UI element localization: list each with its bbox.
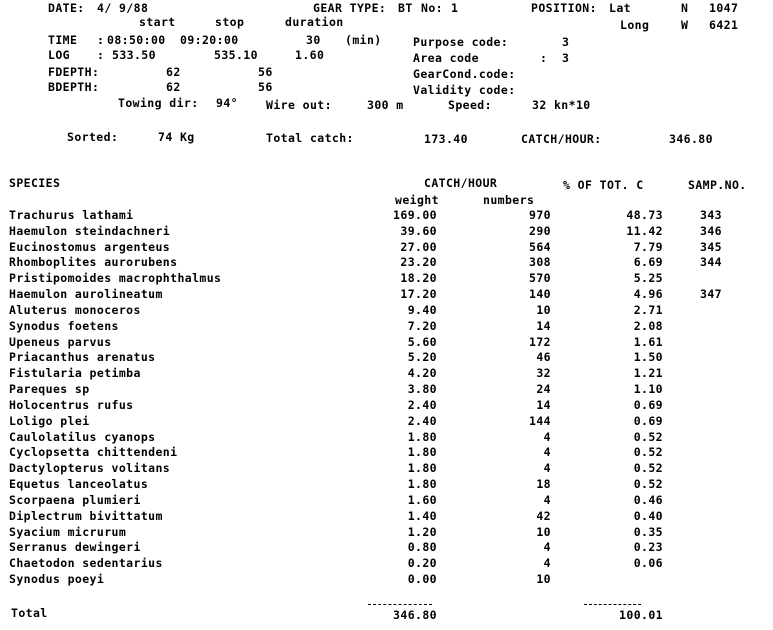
fdepth-start: 62 (166, 65, 181, 79)
total-catch-label: Total catch: (266, 131, 354, 145)
pct-value: 0.69 (633, 398, 663, 412)
weight-value: 1.40 (407, 509, 437, 523)
species-name: Serranus dewingeri (9, 540, 141, 554)
weight-value: 23.20 (400, 255, 437, 269)
weight-value: 2.40 (407, 414, 437, 428)
bdepth-start: 62 (166, 80, 181, 94)
area-code-value: 3 (562, 51, 570, 65)
pct-value: 48.73 (626, 208, 663, 222)
numbers-value: 4 (543, 556, 551, 570)
catch-per-hour-label: CATCH/HOUR: (521, 132, 602, 146)
sorted-value: 74 Kg (158, 130, 195, 144)
numbers-value: 140 (529, 287, 551, 301)
numbers-value: 4 (543, 493, 551, 507)
wire-out-value: 300 m (367, 98, 404, 112)
fdepth-stop: 56 (258, 65, 273, 79)
species-name: Haemulon steindachneri (9, 224, 171, 238)
weight-value: 39.60 (400, 224, 437, 238)
pct-value: 0.52 (633, 430, 663, 444)
col-duration-label: duration (285, 15, 344, 29)
log-label: LOG (48, 48, 70, 62)
pct-value: 0.52 (633, 477, 663, 491)
numbers-value: 570 (529, 271, 551, 285)
towing-dir-label: Towing dir: (118, 96, 199, 110)
weight-value: 0.20 (407, 556, 437, 570)
no-label: No: (421, 1, 443, 15)
numbers-value: 10 (536, 525, 551, 539)
numbers-value: 42 (536, 509, 551, 523)
samp-value: 346 (700, 224, 722, 238)
long-value: 6421 (709, 18, 739, 32)
catch-per-hour-value: 346.80 (669, 132, 713, 146)
species-name: Rhomboplites aurorubens (9, 255, 178, 269)
species-name: Chaetodon sedentarius (9, 556, 163, 570)
pct-value: 0.52 (633, 461, 663, 475)
weight-total-rule (368, 604, 432, 605)
species-name: Dactylopterus volitans (9, 461, 171, 475)
time-label: TIME (48, 33, 78, 47)
pct-value: 0.69 (633, 414, 663, 428)
time-unit: (min) (345, 33, 382, 47)
species-name: Synodus poeyi (9, 572, 105, 586)
species-name: Upeneus parvus (9, 335, 112, 349)
pct-value: 7.79 (633, 240, 663, 254)
sorted-label: Sorted: (67, 130, 119, 144)
long-label: Long (620, 18, 650, 32)
numbers-value: 10 (536, 303, 551, 317)
weight-value: 5.60 (407, 335, 437, 349)
pct-total-rule (584, 604, 641, 605)
purpose-code-label: Purpose code: (413, 35, 509, 49)
weight-column-header: weight (395, 193, 439, 207)
numbers-value: 18 (536, 477, 551, 491)
species-name: Scorpaena plumieri (9, 493, 141, 507)
validity-code-label: Validity code: (413, 83, 516, 97)
pct-of-total-column-header: % OF TOT. C (563, 178, 644, 192)
species-name: Synodus foetens (9, 319, 119, 333)
weight-value: 0.00 (407, 572, 437, 586)
wire-out-label: Wire out: (266, 98, 332, 112)
species-name: Pareques sp (9, 382, 90, 396)
pct-value: 5.25 (633, 271, 663, 285)
weight-value: 27.00 (400, 240, 437, 254)
numbers-value: 4 (543, 445, 551, 459)
bdepth-stop: 56 (258, 80, 273, 94)
log-duration: 1.60 (295, 48, 325, 62)
weight-value: 1.80 (407, 461, 437, 475)
numbers-value: 4 (543, 540, 551, 554)
speed-label: Speed: (448, 98, 492, 112)
numbers-value: 172 (529, 335, 551, 349)
species-name: Fistularia petimba (9, 366, 141, 380)
time-stop: 09:20:00 (180, 33, 239, 47)
sample-number-column-header: SAMP.NO. (688, 178, 747, 192)
catch-per-hour-column-header: CATCH/HOUR (424, 176, 498, 190)
numbers-value: 32 (536, 366, 551, 380)
no-value: 1 (451, 1, 459, 15)
pct-value: 2.08 (633, 319, 663, 333)
speed-value: 32 kn*10 (532, 98, 591, 112)
species-column-header: SPECIES (9, 176, 61, 190)
gear-type-value: BT (398, 1, 413, 15)
bdepth-label: BDEPTH: (48, 80, 100, 94)
col-stop-label: stop (215, 15, 245, 29)
weight-value: 18.20 (400, 271, 437, 285)
weight-value: 1.80 (407, 430, 437, 444)
species-name: Caulolatilus cyanops (9, 430, 156, 444)
pct-value: 4.96 (633, 287, 663, 301)
species-name: Priacanthus arenatus (9, 350, 156, 364)
pct-value: 2.71 (633, 303, 663, 317)
pct-value: 11.42 (626, 224, 663, 238)
weight-value: 7.20 (407, 319, 437, 333)
lat-dir: N (681, 1, 689, 15)
area-code-label: Area code (413, 51, 479, 65)
weight-value: 1.60 (407, 493, 437, 507)
species-name: Eucinostomus argenteus (9, 240, 171, 254)
pct-value: 6.69 (633, 255, 663, 269)
pct-value: 0.35 (633, 525, 663, 539)
pct-value: 1.21 (633, 366, 663, 380)
species-name: Trachurus lathami (9, 208, 134, 222)
samp-value: 343 (700, 208, 722, 222)
time-duration: 30 (306, 33, 321, 47)
species-name: Aluterus monoceros (9, 303, 141, 317)
species-name: Equetus lanceolatus (9, 477, 149, 491)
samp-value: 345 (700, 240, 722, 254)
samp-value: 344 (700, 255, 722, 269)
total-pct: 100.01 (619, 608, 663, 622)
gearcond-code-label: GearCond.code: (413, 67, 516, 81)
weight-value: 1.80 (407, 477, 437, 491)
numbers-value: 290 (529, 224, 551, 238)
weight-value: 3.80 (407, 382, 437, 396)
pct-value: 0.23 (633, 540, 663, 554)
pct-value: 1.10 (633, 382, 663, 396)
purpose-code-value: 3 (562, 35, 570, 49)
fdepth-label: FDEPTH: (48, 65, 100, 79)
numbers-value: 4 (543, 430, 551, 444)
position-label: POSITION: (531, 1, 597, 15)
species-name: Haemulon aurolineatum (9, 287, 163, 301)
total-weight: 346.80 (393, 608, 437, 622)
samp-value: 347 (700, 287, 722, 301)
numbers-column-header: numbers (483, 193, 535, 207)
col-start-label: start (139, 15, 176, 29)
long-dir: W (681, 18, 689, 32)
weight-value: 4.20 (407, 366, 437, 380)
weight-value: 0.80 (407, 540, 437, 554)
weight-value: 5.20 (407, 350, 437, 364)
pct-value: 1.61 (633, 335, 663, 349)
pct-value: 0.46 (633, 493, 663, 507)
weight-value: 2.40 (407, 398, 437, 412)
pct-value: 1.50 (633, 350, 663, 364)
numbers-value: 46 (536, 350, 551, 364)
gear-type-label: GEAR TYPE: (313, 1, 387, 15)
lat-value: 1047 (709, 1, 739, 15)
numbers-value: 10 (536, 572, 551, 586)
weight-value: 169.00 (393, 208, 437, 222)
time-start: 08:50:00 (107, 33, 166, 47)
lat-label: Lat (609, 1, 631, 15)
weight-value: 1.80 (407, 445, 437, 459)
weight-value: 17.20 (400, 287, 437, 301)
numbers-value: 970 (529, 208, 551, 222)
numbers-value: 14 (536, 319, 551, 333)
numbers-value: 24 (536, 382, 551, 396)
total-label: Total (11, 606, 48, 620)
total-catch-value: 173.40 (424, 132, 468, 146)
species-name: Syacium micrurum (9, 525, 127, 539)
numbers-value: 14 (536, 398, 551, 412)
numbers-value: 4 (543, 461, 551, 475)
numbers-value: 308 (529, 255, 551, 269)
species-name: Holocentrus rufus (9, 398, 134, 412)
pct-value: 0.52 (633, 445, 663, 459)
species-name: Cyclopsetta chittendeni (9, 445, 178, 459)
date-label: DATE: (48, 1, 85, 15)
pct-value: 0.06 (633, 556, 663, 570)
date-value: 4/ 9/88 (97, 1, 149, 15)
numbers-value: 144 (529, 414, 551, 428)
species-name: Pristipomoides macrophthalmus (9, 271, 222, 285)
pct-value: 0.40 (633, 509, 663, 523)
species-name: Loligo plei (9, 414, 90, 428)
species-name: Diplectrum bivittatum (9, 509, 163, 523)
log-stop: 535.10 (214, 48, 258, 62)
towing-dir-value: 94° (216, 96, 238, 110)
numbers-value: 564 (529, 240, 551, 254)
weight-value: 1.20 (407, 525, 437, 539)
log-start: 533.50 (112, 48, 156, 62)
weight-value: 9.40 (407, 303, 437, 317)
